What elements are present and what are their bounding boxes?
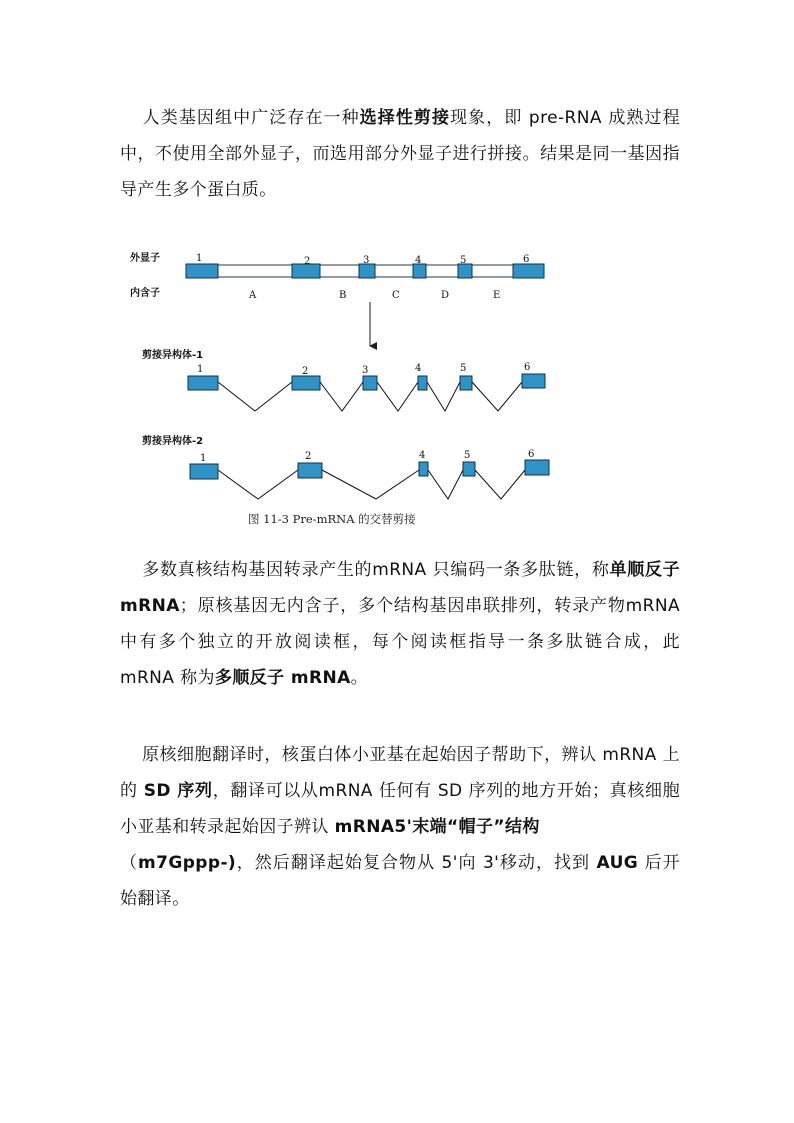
v1-number-6: 6 [524,362,531,373]
label-variant-2: 剪接异构体-2 [142,436,204,447]
p3-text-1: 原核细胞翻译时，核蛋白体小亚基在起始因子帮助下，辨认 mRNA 上的 [120,745,680,801]
v1-junction-4 [427,382,460,411]
exon-3 [359,264,375,278]
p2-text-1: 多数真核结构基因转录产生的mRNA 只编码一条多肽链，称 [142,560,610,580]
exon-5 [458,264,472,278]
p3-text-2: ，翻译可以从mRNA 任何有 SD 序列的地方开始；真核细胞小亚基和转录起始因子辨认 [120,781,680,837]
exon-6 [513,264,544,278]
exon-4 [413,264,426,278]
v2-junction-1 [218,470,298,499]
intron-letter-e: E [493,290,501,301]
v1-exon-5 [460,376,472,390]
figure-caption: 图 11-3 Pre-mRNA 的交替剪接 [248,512,416,526]
v2-exon-1 [190,464,218,479]
p2-term-polycistronic: 多顺反子 mRNA [214,668,351,688]
p2-text-3: 。 [350,668,369,688]
p3-term-sd-sequence: SD 序列 [143,781,213,801]
variant-1-exons [188,374,545,390]
v1-exon-6 [522,374,545,388]
v1-number-5: 5 [460,363,467,374]
exon-number-6: 6 [523,254,530,265]
v1-number-4: 4 [415,363,422,374]
p1-text-1: 人类基因组中广泛存在一种 [142,108,360,128]
label-variant-1: 剪接异构体-1 [142,350,204,361]
intron-letter-b: B [339,290,347,301]
paragraph-translation-initiation [120,737,680,917]
v2-junction-2 [322,470,419,499]
p3-text-5: 后开始翻译。 [120,853,681,909]
v1-number-3: 3 [362,365,369,376]
v2-number-5: 5 [464,450,471,461]
label-exon: 外显子 [130,253,160,264]
v2-exon-5 [463,462,475,476]
v1-number-2: 2 [302,366,309,377]
exon-number-3: 3 [363,255,370,266]
variant-2-exons [190,460,549,479]
paragraph-alternative-splicing [120,100,680,208]
v2-number-4: 4 [419,450,426,461]
v1-exon-4 [418,376,427,390]
v2-exon-6 [525,460,549,475]
v2-number-6: 6 [528,449,535,460]
exon-number-5: 5 [460,255,467,266]
exon-number-4: 4 [415,255,422,266]
v2-junction-4 [475,470,525,499]
p1-text-2: 现象，即 pre-RNA 成熟过程中，不使用全部外显子，而选用部分外显子进行拼接。结果是同一基因指导产生多个蛋白质。 [120,108,680,200]
v1-junction-5 [472,382,522,411]
paragraph-mono-polycistronic [120,552,680,696]
v1-exon-1 [188,376,218,390]
p1-term-alternative-splicing: 选择性剪接 [359,108,451,128]
exon-number-1: 1 [196,253,203,264]
exon-1 [186,264,218,278]
v1-exon-3 [363,376,377,390]
p2-term-monocistronic: 单顺反子 mRNA [120,560,680,616]
v1-number-1: 1 [197,364,204,375]
p3-term-cap-structure: mRNA5'末端“帽子”结构 [334,817,540,837]
v2-number-1: 1 [200,453,207,464]
p3-text-4: ，然后翻译起始复合物从 5'向 3'移动，找到 [236,853,597,873]
intron-letter-a: A [249,290,257,301]
intron-letter-d: D [441,290,450,301]
v2-junction-3 [428,470,463,499]
intron-letter-c: C [392,290,400,301]
label-intron: 内含子 [130,288,160,299]
p3-text-3: （ [120,853,139,873]
p3-term-aug: AUG [596,853,639,873]
splicing-figure [120,236,570,536]
p3-term-m7gppp: m7Gppp-) [138,853,237,873]
v1-junction-1 [218,382,292,411]
exon-number-2: 2 [304,256,311,267]
v2-number-2: 2 [305,451,312,462]
v1-exon-2 [292,376,320,390]
v2-exon-2 [298,463,322,478]
v2-exon-4 [419,462,428,476]
v1-junction-3 [377,382,418,411]
p2-text-2: ；原核基因无内含子，多个结构基因串联排列，转录产物mRNA中有多个独立的开放阅读框，每个阅读框指导一条多肽链合成，此 mRNA 称为 [120,596,680,688]
v1-junction-2 [320,382,363,411]
